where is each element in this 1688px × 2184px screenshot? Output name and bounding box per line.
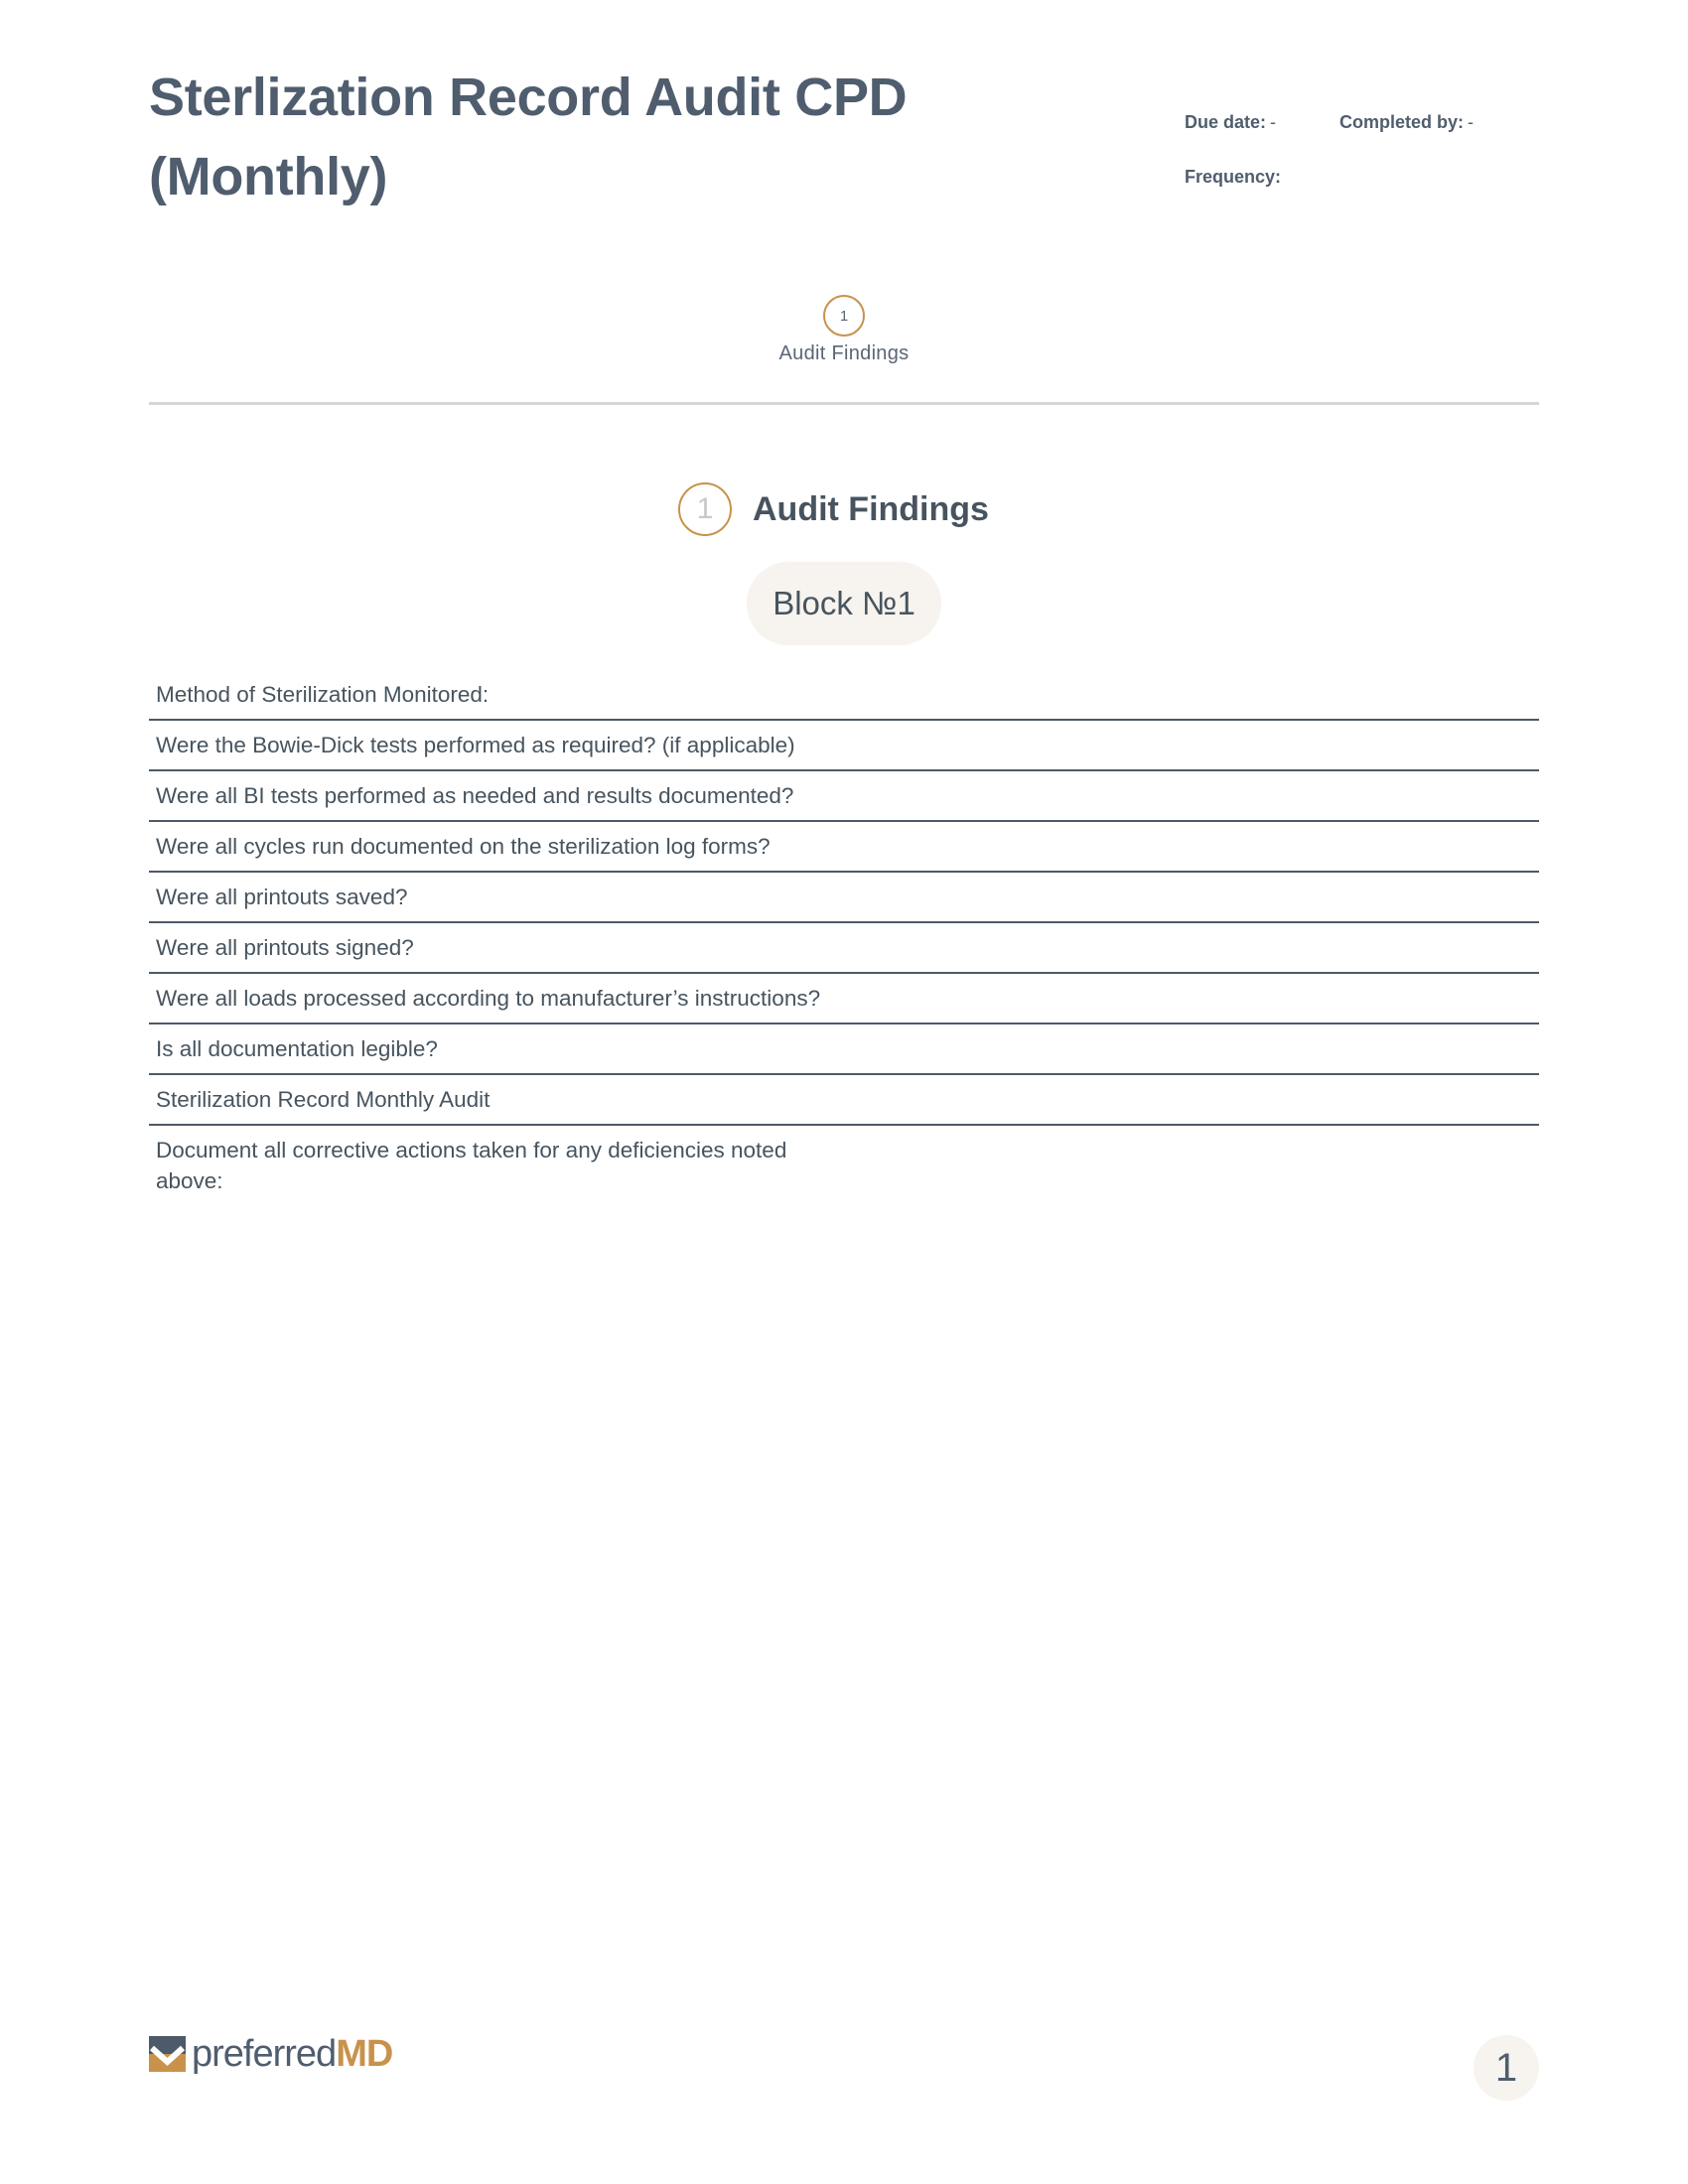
question-text: Were all printouts saved? [156,885,408,909]
completed-by-label: Completed by: [1339,112,1465,132]
question-text: Were all BI tests performed as needed and results documented? [156,783,794,808]
completed-by-value: - [1468,112,1475,132]
due-date [1185,112,1276,133]
audit-question-list [149,670,1539,1205]
step-indicator [645,295,1043,365]
list-item [149,670,1539,721]
due-date-value: - [1270,112,1277,132]
question-text: Is all documentation legible? [156,1036,438,1061]
section-number-badge: 1 [678,482,732,536]
due-date-label: Due date: [1185,112,1267,132]
logo-text-preferred: preferred [192,2033,337,2075]
list-item [149,771,1539,822]
block-label-pill: Block №1 [747,562,941,645]
logo-text-md: MD [336,2033,393,2075]
page-number-badge: 1 [1474,2035,1539,2101]
list-item [149,721,1539,771]
list-item [149,923,1539,974]
frequency-label: Frequency: [1185,167,1282,187]
step-1-circle[interactable]: 1 [823,295,865,337]
header-divider [149,402,1539,405]
question-text: Were the Bowie-Dick tests performed as required? (if applicable) [156,733,795,757]
question-text: Document all corrective actions taken for any deficiencies noted above: [156,1138,787,1193]
list-item [149,974,1539,1024]
question-text: Were all cycles run documented on the sterilization log forms? [156,834,771,859]
question-text: Method of Sterilization Monitored: [156,682,490,707]
list-item [149,822,1539,873]
logo-wordmark [192,2034,392,2074]
checkmark-envelope-icon [149,2036,186,2072]
document-title: Sterlization Record Audit CPD (Monthly) [149,68,908,206]
completed-by [1339,112,1474,133]
list-item [149,1075,1539,1126]
list-item [149,873,1539,923]
list-item [149,1126,1539,1205]
section-title: Audit Findings [753,489,989,528]
question-text: Were all printouts signed? [156,935,414,960]
preferredmd-logo [149,2034,392,2074]
frequency [1185,167,1285,188]
question-text: Were all loads processed according to manufacturer’s instructions? [156,986,821,1011]
question-text: Sterilization Record Monthly Audit [156,1087,491,1112]
section-header [678,482,989,536]
list-item [149,1024,1539,1075]
step-1-label[interactable]: Audit Findings [778,342,910,364]
